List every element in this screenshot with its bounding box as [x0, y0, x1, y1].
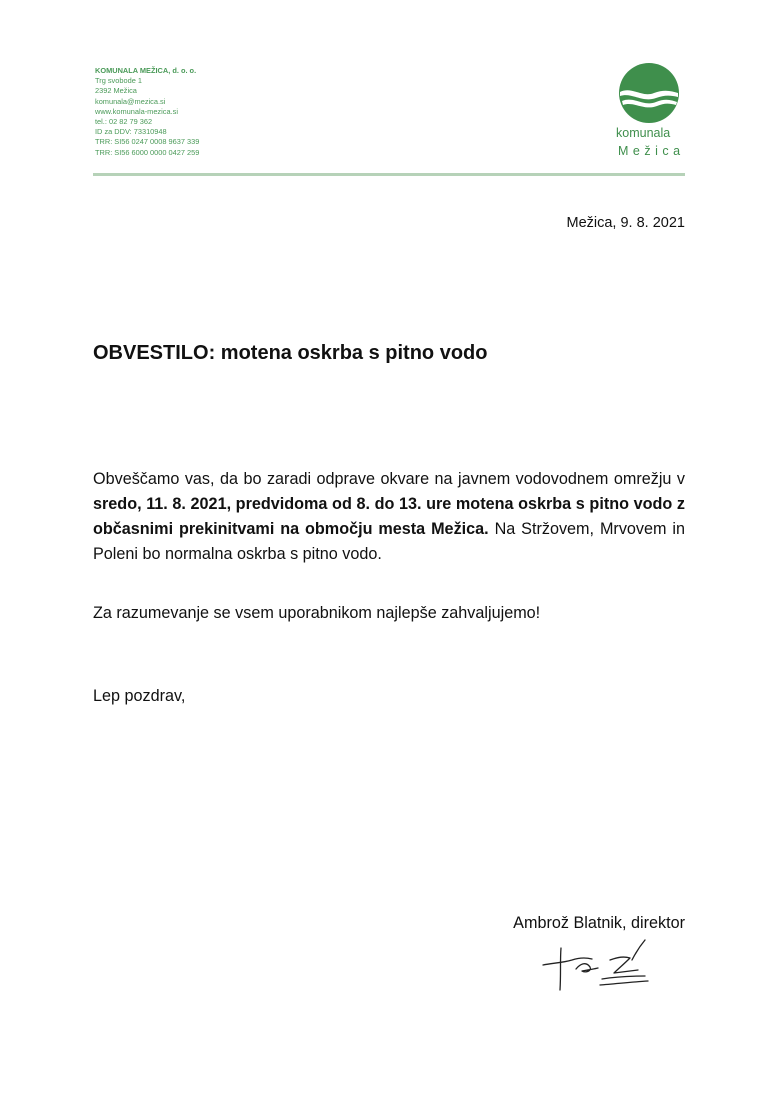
- notice-title: OBVESTILO: motena oskrba s pitno vodo: [93, 342, 488, 364]
- bank-line: TRR: SI56 6000 0000 0427 259: [95, 147, 200, 157]
- thanks-paragraph: Za razumevanje se vsem uporabnikom najlepše zahvaljujemo!: [93, 604, 541, 622]
- website-line: www.komunala-mezica.si: [95, 106, 178, 116]
- signer-name: Ambrož Blatnik, direktor: [513, 914, 685, 932]
- address-line: Trg svobode 1: [95, 76, 142, 86]
- company-name: KOMUNALA MEŽICA, d. o. o.: [95, 66, 197, 75]
- letter-date: Mežica, 9. 8. 2021: [566, 215, 685, 231]
- paragraph-text: Obveščamo vas, da bo zaradi odprave okvare na javnem vodovodnem omrežju v: [93, 470, 685, 488]
- logo-word-komunala: komunala: [616, 126, 671, 140]
- header-divider: [93, 173, 685, 176]
- notice-paragraph: [93, 467, 685, 567]
- bank-line: TRR: SI56 0247 0008 9637 339: [95, 137, 200, 147]
- greeting: Lep pozdrav,: [93, 687, 186, 705]
- company-logo: [610, 62, 690, 158]
- address-line: 2392 Mežica: [95, 86, 137, 96]
- handwritten-signature: [540, 938, 655, 993]
- logo-icon: [618, 62, 680, 124]
- logo-word-mezica: Mežica: [618, 144, 685, 158]
- paragraph-bold-text: sredo, 11. 8. 2021, predvidoma od 8. do 13. ure motena oskrba s pitno vodo z občasnimi prekinitvami na območju mesta Mežica.: [93, 495, 685, 538]
- vat-line: ID za DDV: 73310948: [95, 127, 167, 137]
- email-line: komunala@mezica.si: [95, 96, 166, 106]
- phone-line: tel.: 02 82 79 362: [95, 117, 153, 127]
- letterhead: [95, 66, 245, 158]
- paragraph-text: Na Stržovem, Mrvovem in Poleni bo normalna oskrba s pitno vodo.: [93, 520, 685, 563]
